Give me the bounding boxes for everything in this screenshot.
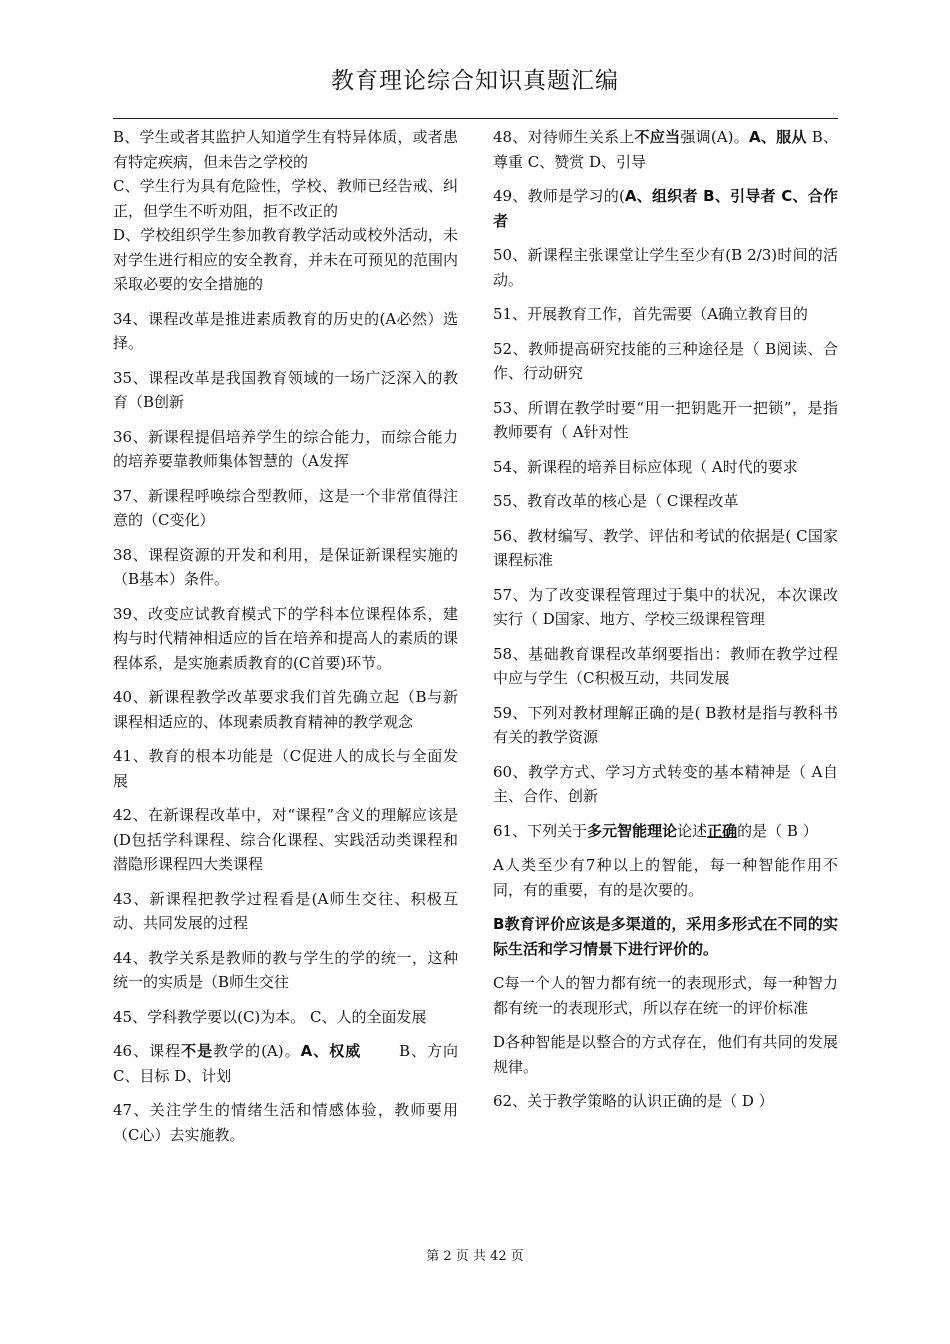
- question-36: 36、新课程提倡培养学生的综合能力，而综合能力的培养要靠教师集体智慧的（A发挥: [113, 427, 458, 470]
- question-52: 52、教师提高研究技能的三种途径是（ B阅读、合作、行动研究: [493, 339, 838, 382]
- q61-pre: 61、下列关于: [493, 821, 588, 840]
- question-60: 60、教学方式、学习方式转变的基本精神是（ A自主、合作、创新: [493, 762, 838, 805]
- question-49: [493, 184, 838, 233]
- question-50: 50、新课程主张课堂让学生至少有(B 2/3)时间的活动。: [493, 246, 838, 289]
- question-54: 54、新课程的培养目标应体现（ A时代的要求: [493, 457, 798, 476]
- question-58: 58、基础教育课程改革纲要指出：教师在教学过程中应与学生（C积极互动，共同发展: [493, 644, 838, 687]
- question-39: 39、改变应试教育模式下的学科本位课程体系，建构与时代精神相适应的旨在培养和提高人的素质的课程体系，是实施素质教育的(C首要)环节。: [113, 604, 459, 672]
- page-title: 教育理论综合知识真题汇编: [331, 68, 619, 94]
- question-37: 37、新课程呼唤综合型教师，这是一个非常值得注意的（C变化）: [113, 486, 458, 529]
- q46-pre: 46、课程: [113, 1042, 182, 1060]
- q61-bold-topic: 多元智能理论: [587, 821, 678, 840]
- q61-option-d: D各种智能是以整合的方式存在，他们有共同的发展规律。: [493, 1033, 838, 1076]
- q61-option-c: C每一个人的智力都有统一的表现形式，每一种智力都有统一的表现形式，所以存在统一的评价标准: [493, 974, 838, 1017]
- left-column: [113, 125, 474, 1157]
- header-divider: [113, 118, 838, 119]
- question-44: 44、教学关系是教师的教与学生的学的统一，这种统一的实质是（B师生交往: [113, 948, 458, 991]
- question-47: 47、关注学生的情绪生活和情感体验，教师要用（C心）去实施教。: [113, 1101, 458, 1144]
- q46-bold-answer: A、权威: [300, 1042, 362, 1060]
- q48-pre: 48、对待师生关系上: [493, 128, 635, 146]
- q61-option-b-text: B教育评价应该是多渠道的，采用多形式在不同的实际生活和学习情景下进行评价的。: [493, 915, 838, 958]
- q48-bold-not: 不应当: [634, 128, 681, 146]
- question-56: 56、教材编写、教学、评估和考试的依据是( C国家课程标准: [493, 526, 838, 569]
- q61-bold-correct: 正确: [707, 821, 738, 840]
- question-51: 51、开展教育工作，首先需要（A确立教育目的: [493, 305, 808, 323]
- q61-mid: 论述: [677, 821, 708, 840]
- question-42: 42、在新课程改革中，对“课程”含义的理解应该是(D包括学科课程、综合化课程、实践活动类课程和潜隐形课程四大类课程: [113, 806, 458, 873]
- q49-bold-answer: A、组织者 B、引导者 C、合作者: [493, 187, 838, 230]
- option-d-text: D、学校组织学生参加教育教学活动或校外活动，未对学生进行相应的安全教育，并未在可预见的范围内采取必要的安全措施的: [113, 226, 459, 293]
- q46-bold-not: 不是: [181, 1042, 214, 1060]
- question-38: 38、课程资源的开发和利用，是保证新课程实施的（B基本）条件。: [113, 545, 458, 588]
- q61-option-a: A人类至少有7种以上的智能，每一种智能作用不同，有的重要，有的是次要的。: [493, 856, 838, 899]
- right-column: [493, 125, 838, 1124]
- q49-pre: 49、教师是学习的(: [493, 187, 625, 205]
- question-57: 57、为了改变课程管理过于集中的状况，本次课改实行（ D国家、地方、学校三级课程管理: [493, 585, 838, 628]
- q61-option-b: [493, 912, 838, 961]
- question-53: 53、所谓在教学时要“用一把钥匙开一把锁”，是指教师要有（ A针对性: [493, 398, 838, 441]
- q48-post: B、尊重 C、赞赏 D、引导: [493, 128, 839, 171]
- question-40: 40、新课程教学改革要求我们首先确立起（B与新课程相适应的、体现素质教育精神的教学观念: [113, 688, 458, 731]
- q46-post: B、方向 C、目标 D、计划: [113, 1042, 474, 1085]
- question-45: 45、学科教学要以(C)为本。 C、人的全面发展: [113, 1007, 427, 1026]
- page-footer: 第 2 页 共 42 页: [426, 1249, 524, 1264]
- question-48: [493, 125, 838, 174]
- q48-bold-answer: A、服从: [748, 128, 807, 146]
- option-b-text: B、学生或者其监护人知道学生有特异体质，或者患有特定疾病，但未告之学校的: [113, 128, 458, 171]
- question-35: 35、课程改革是我国教育领域的一场广泛深入的教育（B创新: [113, 368, 458, 411]
- question-55: 55、教育改革的核心是（ C课程改革: [493, 492, 739, 510]
- q48-mid: 强调(A)。: [680, 128, 749, 146]
- question-43: 43、新课程把教学过程看是(A师生交往、积极互动、共同发展的过程: [113, 889, 458, 932]
- question-59: 59、下列对教材理解正确的是( B教材是指与教科书有关的教学资源: [493, 703, 838, 746]
- q61-post: 的是（ B ）: [737, 821, 818, 840]
- question-61: [493, 819, 838, 844]
- option-c-text: C、学生行为具有危险性，学校、教师已经告戒、纠正，但学生不听劝阻，拒不改正的: [113, 177, 458, 220]
- q46-mid: 教学的(A)。: [213, 1042, 301, 1060]
- question-41: 41、教育的根本功能是（C促进人的成长与全面发展: [113, 747, 458, 790]
- question-46: [113, 1039, 474, 1088]
- question-62: 62、关于教学策略的认识正确的是（ D ）: [493, 1092, 774, 1110]
- question-34: 34、课程改革是推进素质教育的历史的(A必然）选择。: [113, 309, 458, 352]
